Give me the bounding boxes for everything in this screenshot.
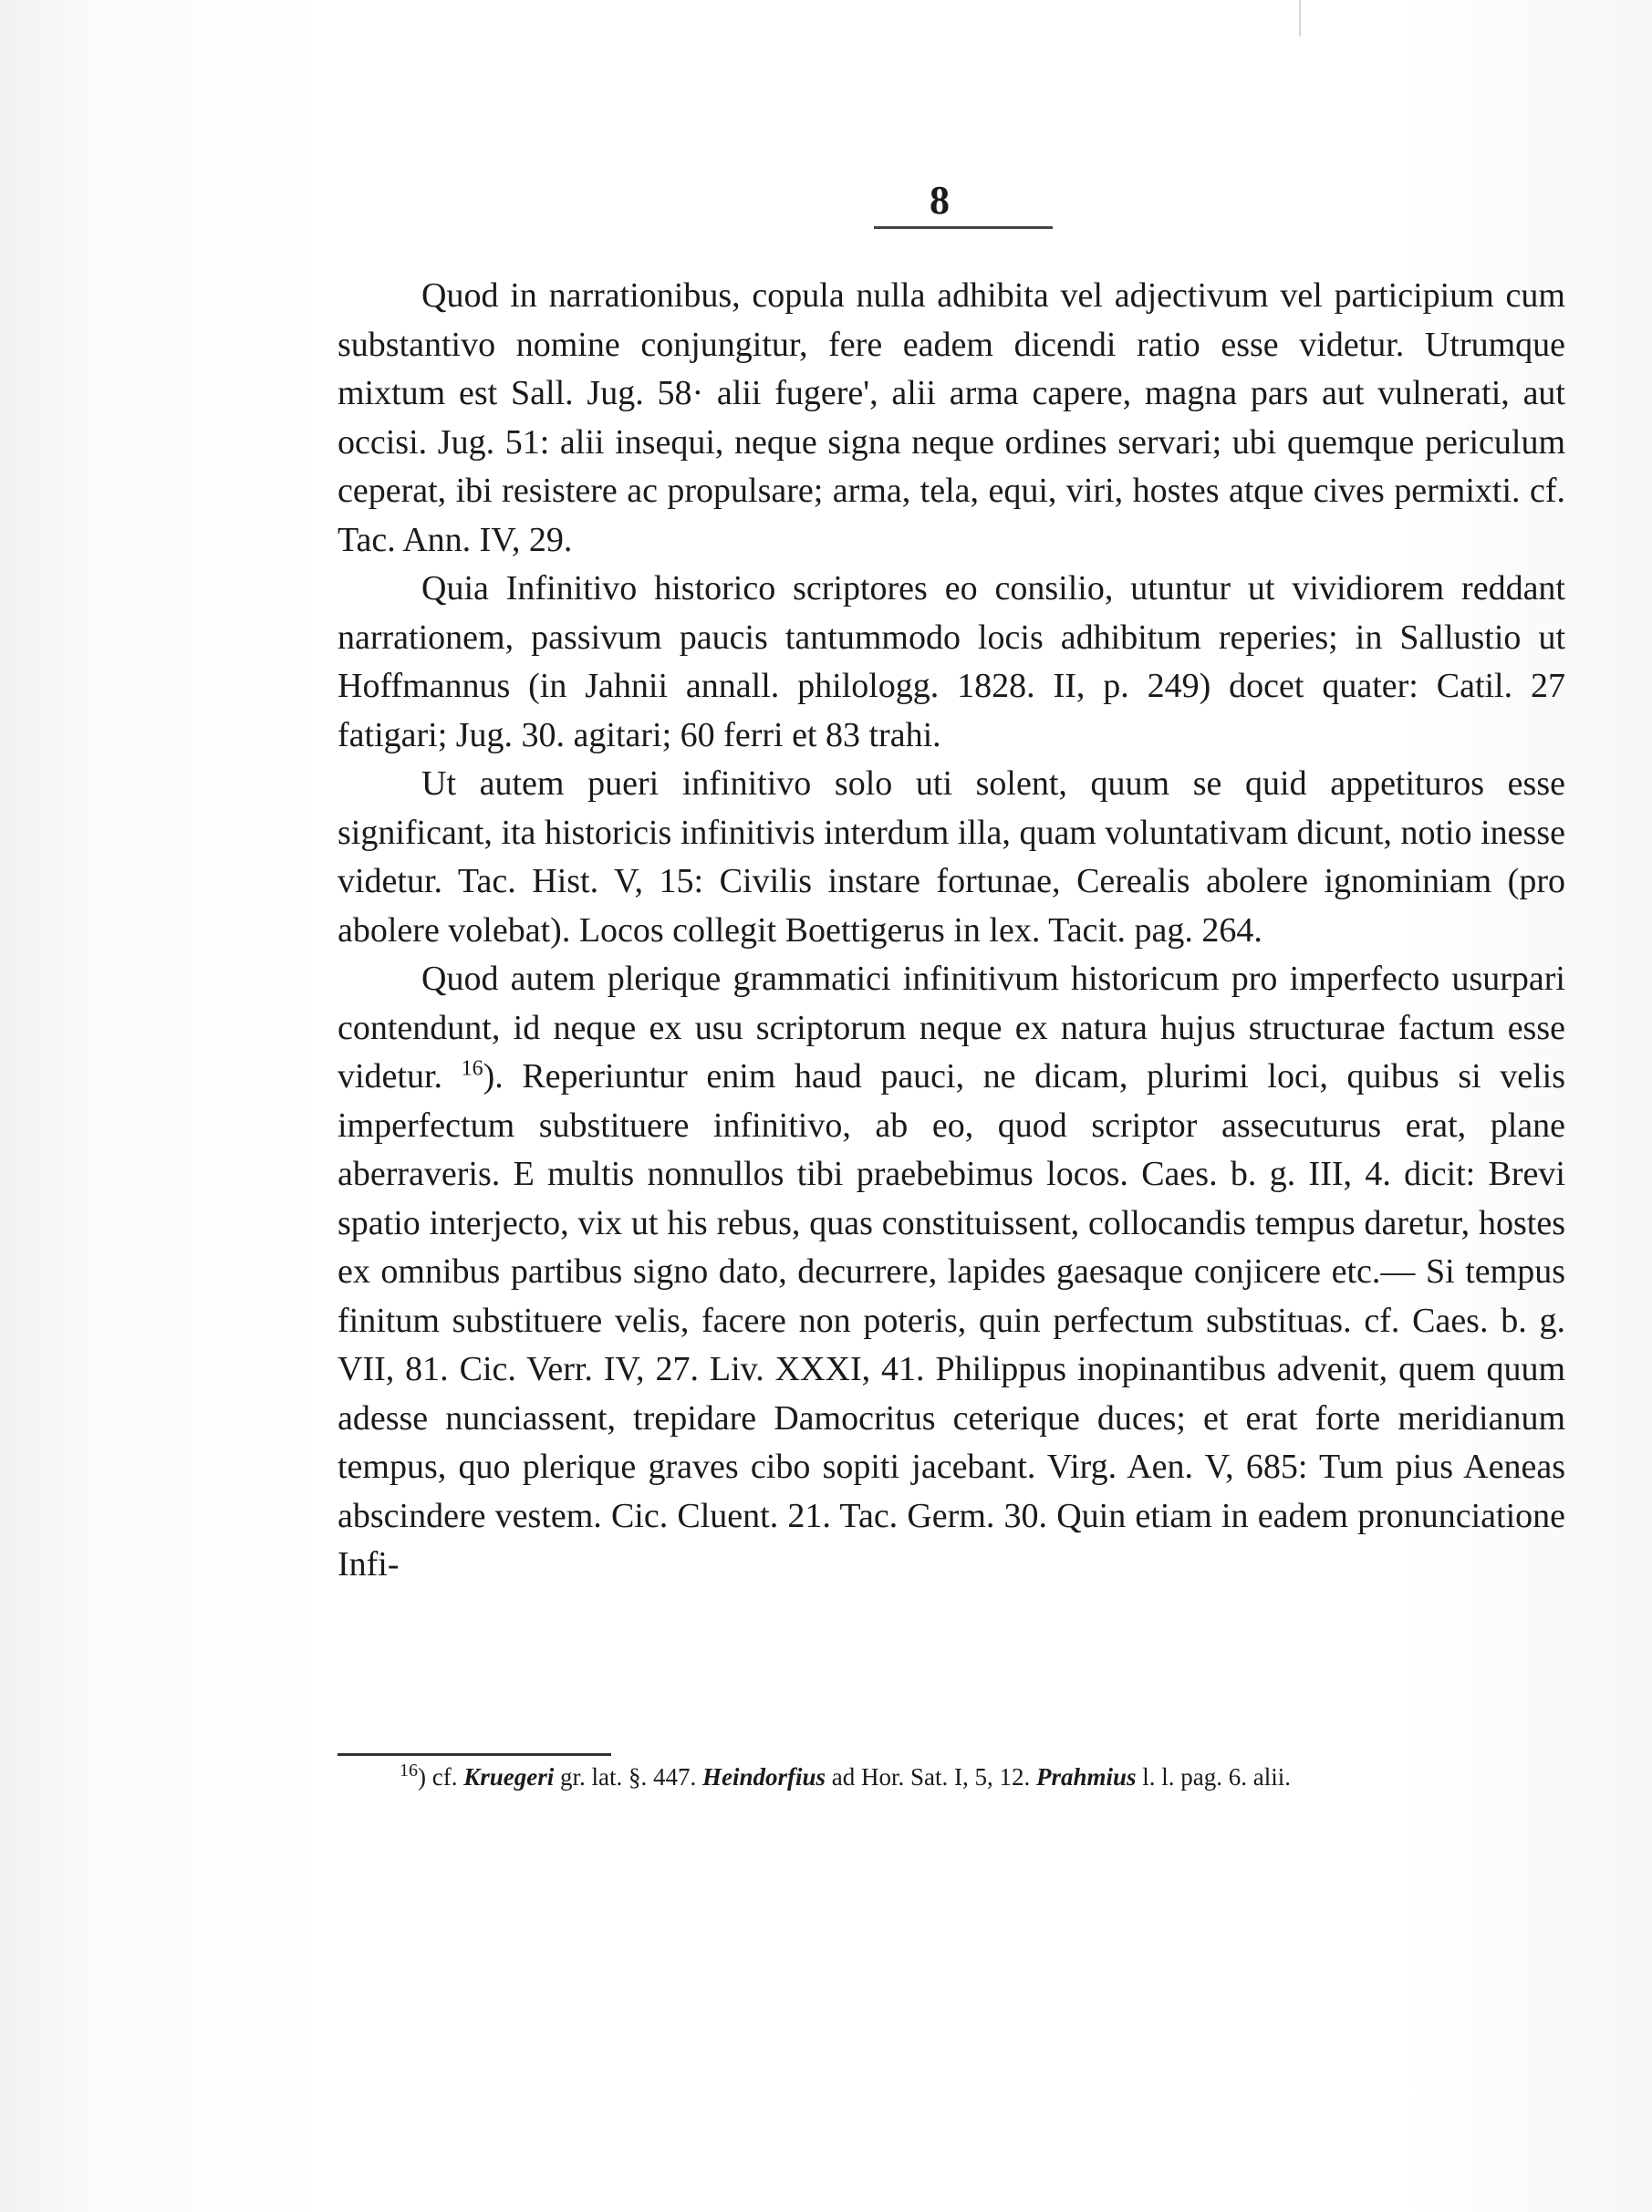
footnote-reference[interactable]: 16 [461, 1056, 483, 1081]
footnote-author: Prahmius [1036, 1763, 1137, 1791]
footnote-part: ad Hor. Sat. I, 5, 12. [831, 1763, 1031, 1791]
paragraph [338, 955, 1565, 1590]
paragraph-text: ). Reperiuntur enim haud pauci, ne dicam, plurimi loci, quibus si velis imperfectum substituere infinitivo, ab eo, quod scriptor assecuturus erat, plane aberraveris. E multis nonnullos tibi praebebimus locos. Caes. b. g. III, 4. dicit: Brevi spatio interjecto, vix ut his rebus, quas constituissent, collocandis tempus daretur, hostes ex omnibus partibus signo dato, decurrere, lapides gaesaque conjicere etc.— Si tempus finitum substituere velis, facere non poteris, quin perfectum substituas. cf. Caes. b. g. VII, 81. Cic. Verr. IV, 27. Liv. XXXI, 41. Philippus inopinantibus advenit, quem quum adesse nunciassent, trepidare Damocritus ceterique duces; et erat forte meridianum tempus, quo plerique graves cibo sopiti jacebant. Virg. Aen. V, 685: Tum pius Aeneas abscindere vestem. Cic. Cluent. 21. Tac. Germ. 30. Quin etiam in eadem pronunciatione Infi- [338, 1057, 1566, 1584]
footnote-author: Kruegeri [463, 1763, 555, 1791]
footnote-part: gr. lat. §. 447. [559, 1763, 697, 1791]
footnote [338, 1760, 1565, 1793]
footnote-rule [338, 1753, 611, 1756]
paragraph-text: Quod autem plerique grammatici infinitivum historicum pro imperfecto usurpari contendunt, id neque ex usu scriptorum neque ex natura hujus structurae factum esse videtur. [338, 960, 1565, 1096]
paragraph: Quod in narrationibus, copula nulla adhibita vel adjectivum vel participium cum substantivo nomine conjungitur, fere eadem dicendi ratio esse videtur. Utrumque mixtum est Sall. Jug. 58· alii fugere', alii arma capere, magna pars aut vulnerati, aut occisi. Jug. 51: alii insequi, neque signa neque ordines servari; ubi quemque periculum ceperat, ibi resistere ac propulsare; arma, tela, equi, viri, hostes atque cives permixti. cf. Tac. Ann. IV, 29. [338, 276, 1565, 559]
footnote-part: l. l. pag. 6. alii. [1142, 1763, 1292, 1791]
footnote-text [338, 1760, 1565, 1793]
footnote-number: 16 [400, 1760, 418, 1781]
footnote-part: ) cf. [418, 1763, 458, 1791]
paragraph: Quia Infinitivo historico scriptores eo consilio, utuntur ut vividiorem reddant narrationem, passivum paucis tantummodo locis adhibitum reperies; in Sallustio ut Hoffmannus (in Jahnii annall. philologg. 1828. II, p. 249) docet quater: Catil. 27 fatigari; Jug. 30. agitari; 60 ferri et 83 trahi. [338, 569, 1565, 754]
scan-mark [1299, 0, 1301, 36]
header-rule [874, 226, 1053, 229]
paragraph: Ut autem pueri infinitivo solo uti solent, quum se quid appetituros esse significant, ita historicis infinitivis interdum illa, quam voluntativam dicunt, notio inesse videtur. Tac. Hist. V, 15: Civilis instare fortunae, Cerealis abolere ignominiam (pro abolere volebat). Locos collegit Boettigerus in lex. Tacit. pag. 264. [338, 764, 1565, 950]
footnote-author: Heindorfius [701, 1763, 826, 1791]
body-text [338, 272, 1565, 1590]
page-number: 8 [930, 178, 950, 223]
